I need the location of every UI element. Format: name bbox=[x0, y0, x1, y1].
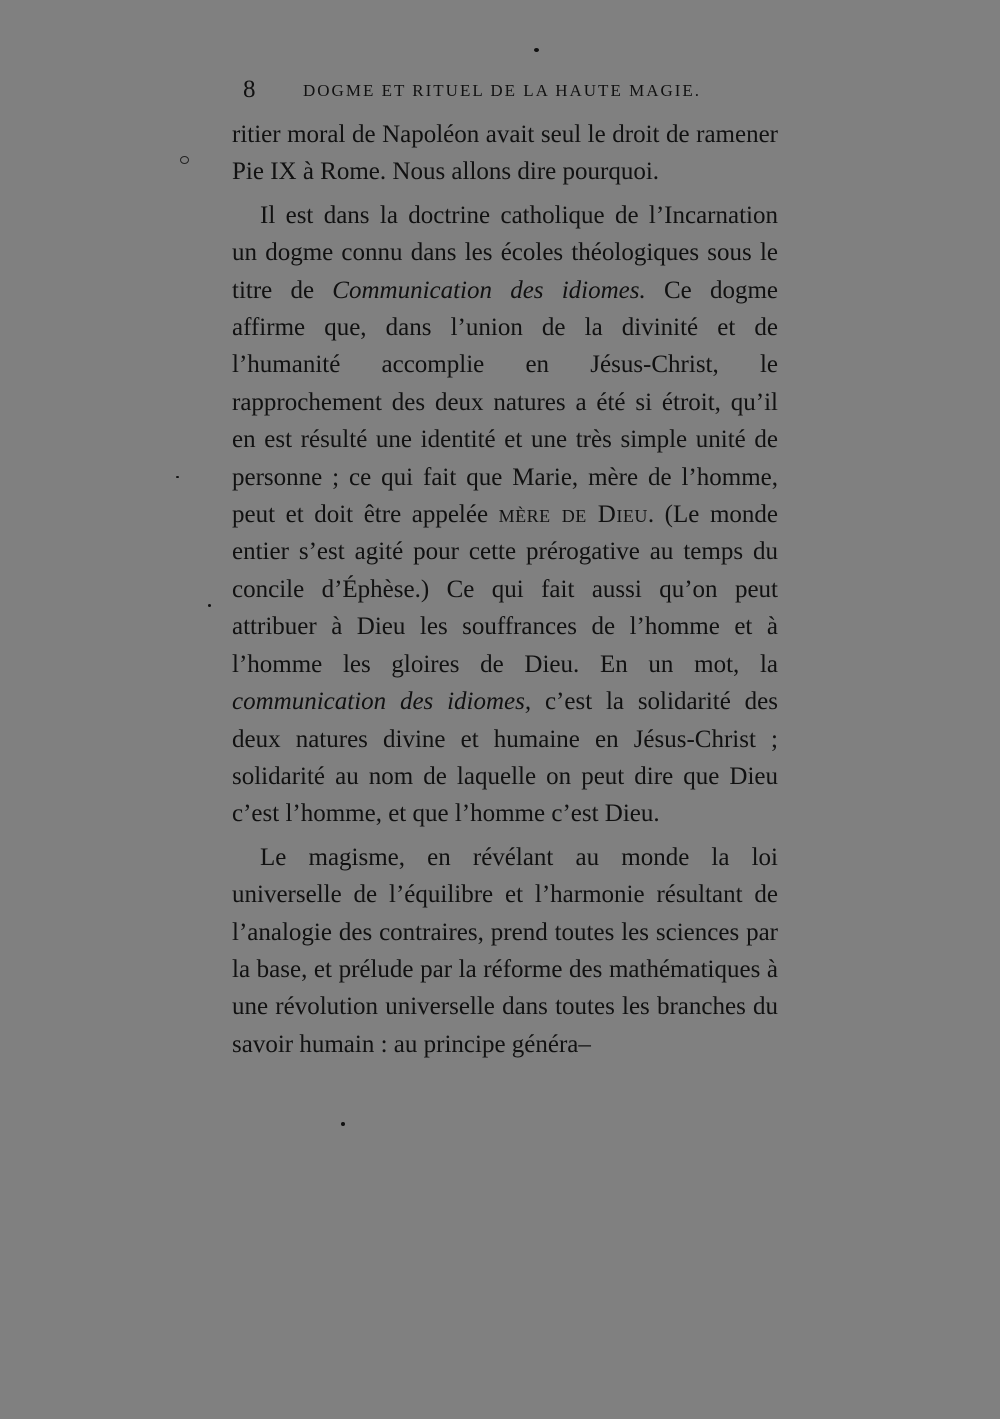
scan-speck bbox=[341, 1122, 345, 1126]
paragraph-2-text-c: . (Le monde entier s’est agité pour cette prérogative au temps du concile d’Éphèse.) Ce qui fait aussi qu’on peut attribuer à Dieu les souffrances de l’homme et à l’homme les gloires de Dieu. En un mot, la bbox=[232, 501, 778, 678]
paragraph-2-text-a: Il est dans la doctrine catholique de l’Incarnation un dogme connu dans les écoles théologiques sous le titre de bbox=[232, 201, 778, 304]
paragraph-2-text-d: c’est la solidarité des deux natures divine et humaine en Jésus-Christ ; solidarité au nom de laquelle on peut dire que Dieu c’est l’homme, et que l’homme c’est Dieu. bbox=[232, 688, 778, 828]
scan-ring-mark bbox=[180, 156, 189, 164]
scan-speck bbox=[208, 604, 211, 607]
scan-speck bbox=[176, 476, 179, 478]
scan-speck bbox=[534, 48, 539, 52]
term-communication-des-idiomes: Communication des idiomes. bbox=[332, 276, 646, 304]
paragraph-3-text: Le magisme, en révélant au monde la loi universelle de l’équilibre et l’harmonie résultant de l’analogie des contraires, prend toutes les sciences par la base, et prélude par la réforme des mathématiques à une révolution universelle dans toutes les branches du savoir humain : au principe généra– bbox=[232, 843, 778, 1058]
page-number: 8 bbox=[243, 76, 256, 103]
paragraph-2 bbox=[232, 197, 778, 833]
term-communication-des-idiomes-2: communication des idiomes, bbox=[232, 688, 532, 716]
paragraph-1 bbox=[232, 116, 778, 191]
running-head: DOGME ET RITUEL DE LA HAUTE MAGIE. bbox=[303, 81, 702, 100]
body-text bbox=[232, 116, 778, 1063]
paragraph-2-text-b: Ce dogme affirme que, dans l’union de la divinité et de l’humanité accomplie en Jésus-Christ, le rapprochement des deux natures a été si étroit, qu’il en est résulté une identité et une très simple unité de personne ; ce qui fait que Marie, mère de l’homme, peut et doit être appelée bbox=[232, 276, 778, 529]
page-header bbox=[243, 76, 763, 106]
paragraph-3 bbox=[232, 839, 778, 1063]
term-mere-de-dieu: mère de Dieu bbox=[498, 501, 648, 529]
paragraph-1-text: ritier moral de Napoléon avait seul le droit de ramener Pie IX à Rome. Nous allons dire pourquoi. bbox=[232, 121, 778, 186]
